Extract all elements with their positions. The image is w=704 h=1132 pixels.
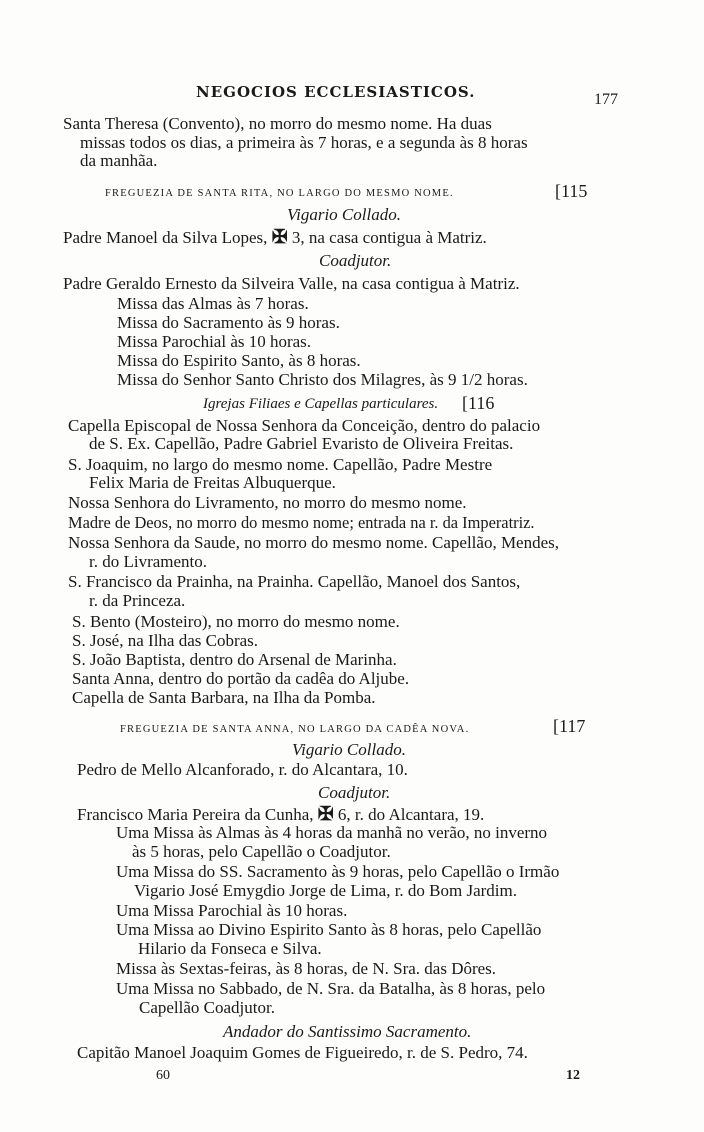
missa-line: às 5 horas, pelo Capellão o Coadjutor. (132, 842, 391, 861)
page-number: 177 (594, 91, 618, 108)
church-line: Capella Episcopal de Nossa Senhora da Conceição, dentro do palacio (68, 416, 541, 435)
church-line: Madre de Deos, no morro do mesmo nome; entrada na r. da Imperatriz. (68, 513, 535, 532)
section-117-coadjutor-line (77, 805, 484, 825)
section-115-vigario-line (63, 228, 487, 248)
section-117-vigario-title: Vigario Collado. (292, 740, 406, 759)
missa-item: Missa do Senhor Santo Christo dos Milagres, às 9 1/2 horas. (117, 370, 528, 389)
missa-line: Uma Missa às Almas às 4 horas da manhã no verão, no inverno (116, 823, 548, 842)
church-line: Santa Anna, dentro do portão da cadêa do Aljube. (72, 669, 410, 688)
missa-line: Hilario da Fonseca e Silva. (138, 939, 322, 958)
missa-line: Vigario José Emygdio Jorge de Lima, r. do Bom Jardim. (134, 881, 518, 900)
coadjutor-rest: 6, r. do Alcantara, 19. (337, 805, 485, 824)
section-117-heading: FREGUEZIA DE SANTA ANNA, NO LARGO DA CADÊA NOVA. (120, 724, 470, 735)
vigario-rest: 3, na casa contigua à Matriz. (291, 228, 487, 247)
section-115-number: [115 (555, 181, 588, 201)
church-line: S. Francisco da Prainha, na Prainha. Capellão, Manoel dos Santos, (68, 572, 521, 591)
intro-line-3: da manhãa. (80, 151, 158, 170)
church-line: r. do Livramento. (89, 552, 208, 571)
church-line: S. João Baptista, dentro do Arsenal de Marinha. (72, 650, 397, 669)
andador-line: Capitão Manoel Joaquim Gomes de Figueiredo, r. de S. Pedro, 74. (77, 1043, 528, 1062)
missa-line: Uma Missa do SS. Sacramento às 9 horas, pelo Capellão o Irmão (116, 862, 560, 881)
section-115-vigario-title: Vigario Collado. (287, 205, 401, 224)
missa-item: Missa do Espirito Santo, às 8 horas. (117, 351, 361, 370)
section-117-coadjutor-title: Coadjutor. (318, 783, 391, 802)
missa-item: Missa das Almas às 7 horas. (117, 294, 309, 313)
intro-line-1: Santa Theresa (Convento), no morro do mesmo nome. Ha duas (63, 114, 492, 133)
section-116-number: [116 (462, 393, 495, 413)
section-115-heading: FREGUEZIA DE SANTA RITA, NO LARGO DO MESMO NOME. (105, 188, 454, 199)
section-116-heading: Igrejas Filiaes e Capellas particulares. (203, 396, 439, 412)
church-line: Nossa Senhora do Livramento, no morro do mesmo nome. (68, 493, 467, 512)
missa-item: Missa Parochial às 10 horas. (117, 332, 312, 351)
section-115-coadjutor-line: Padre Geraldo Ernesto da Silveira Valle, na casa contigua à Matriz. (63, 274, 520, 293)
andador-title: Andador do Santissimo Sacramento. (223, 1022, 472, 1041)
church-line: Capella de Santa Barbara, na Ilha da Pomba. (72, 688, 376, 707)
church-line: S. José, na Ilha das Cobras. (72, 631, 259, 650)
cross-icon: ✠ (271, 227, 288, 248)
intro-line-2: missas todos os dias, a primeira às 7 horas, e a segunda às 8 horas (80, 133, 528, 152)
coadjutor-name: Francisco Maria Pereira da Cunha, (77, 805, 314, 824)
order-emblem-icon: ✠ (317, 804, 334, 825)
section-117-vigario-line: Pedro de Mello Alcanforado, r. do Alcantara, 10. (77, 760, 408, 779)
missa-item: Missa do Sacramento às 9 horas. (117, 313, 340, 332)
church-line: Felix Maria de Freitas Albuquerque. (89, 473, 336, 492)
section-117-number: [117 (553, 716, 586, 736)
missa-line: Uma Missa no Sabbado, de N. Sra. da Batalha, às 8 horas, pelo (116, 979, 546, 998)
missa-line: Uma Missa Parochial às 10 horas. (116, 901, 348, 920)
church-line: de S. Ex. Capellão, Padre Gabriel Evaristo de Oliveira Freitas. (89, 434, 514, 453)
footer-signature-right: 12 (566, 1068, 580, 1083)
section-115-coadjutor-title: Coadjutor. (319, 251, 392, 270)
church-line: Nossa Senhora da Saude, no morro do mesmo nome. Capellão, Mendes, (68, 533, 560, 552)
missa-line: Capellão Coadjutor. (139, 998, 275, 1017)
vigario-name: Padre Manoel da Silva Lopes, (63, 228, 268, 247)
church-line: S. Bento (Mosteiro), no morro do mesmo nome. (72, 612, 400, 631)
missa-line: Missa às Sextas-feiras, às 8 horas, de N. Sra. das Dôres. (116, 959, 497, 978)
church-line: S. Joaquim, no largo do mesmo nome. Capellão, Padre Mestre (68, 455, 493, 474)
missa-line: Uma Missa ao Divino Espirito Santo às 8 horas, pelo Capellão (116, 920, 542, 939)
footer-signature-left: 60 (156, 1068, 170, 1083)
church-line: r. da Princeza. (89, 591, 186, 610)
running-title: NEGOCIOS ECCLESIASTICOS. (196, 83, 476, 101)
